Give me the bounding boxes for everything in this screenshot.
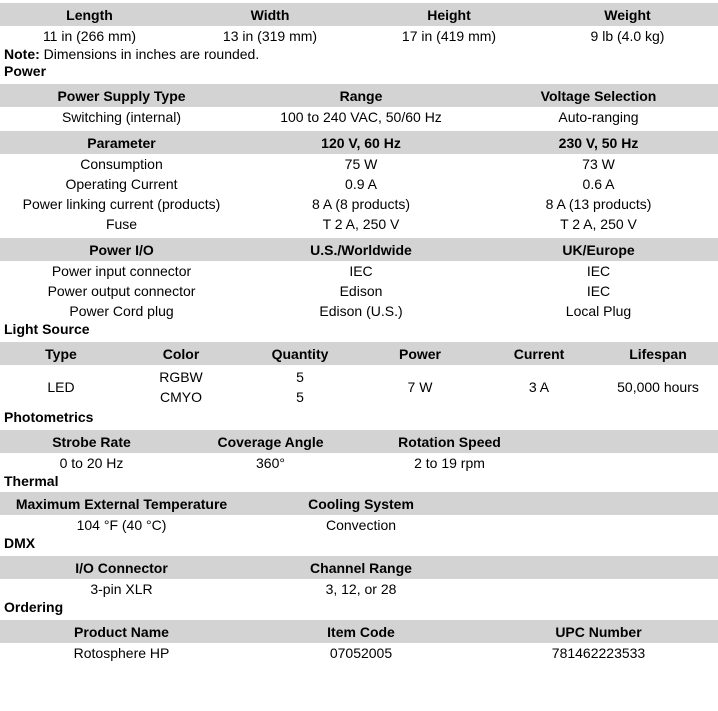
photometrics-coverage-value: 360° <box>256 455 285 471</box>
light-current-value: 3 A <box>528 379 550 395</box>
power-param-label: Consumption <box>80 156 163 172</box>
photometrics-rotation-value: 2 to 19 rpm <box>414 455 485 471</box>
power-io-label: Power input connector <box>51 263 192 279</box>
thermal-max-temp-value: 104 °F (40 °C) <box>76 517 167 533</box>
power-io-label: Power Cord plug <box>69 303 174 319</box>
power-parameter-header-row <box>0 131 718 154</box>
power-supply-header-voltage: Voltage Selection <box>540 87 657 104</box>
light-quantity-value: 5 <box>296 369 304 385</box>
power-param-header-parameter: Parameter <box>87 134 156 151</box>
light-header-power: Power <box>398 345 441 362</box>
power-param-label: Power linking current (products) <box>22 196 221 212</box>
power-io-uk-value: Local Plug <box>565 303 632 319</box>
thermal-section-title: Thermal <box>4 473 59 489</box>
ordering-header-product: Product Name <box>74 623 169 640</box>
power-io-row-input <box>0 261 718 281</box>
light-lifespan-value: 50,000 hours <box>617 379 699 395</box>
power-supply-header-type: Power Supply Type <box>57 87 186 104</box>
dimensions-note <box>0 46 718 63</box>
thermal-values-row <box>0 515 718 535</box>
photometrics-header-row <box>0 430 718 453</box>
light-color-values <box>122 367 240 407</box>
dmx-section-title: DMX <box>4 535 36 551</box>
light-source-header-row <box>0 342 718 365</box>
dimensions-header-height: Height <box>427 6 471 23</box>
power-io-label: Power output connector <box>47 283 196 299</box>
light-source-section-title: Light Source <box>4 321 90 337</box>
light-source-values-row <box>0 365 718 409</box>
light-color-value: CMYO <box>160 389 202 405</box>
light-header-quantity: Quantity <box>271 345 329 362</box>
dimensions-height-value: 17 in (419 mm) <box>401 28 497 44</box>
ordering-header-item-code: Item Code <box>327 623 395 640</box>
power-param-230v-value: 0.6 A <box>582 176 615 192</box>
power-io-header-label: Power I/O <box>89 241 154 258</box>
light-header-lifespan: Lifespan <box>629 345 687 362</box>
power-param-230v-value: 8 A (13 products) <box>545 196 652 212</box>
photometrics-strobe-value: 0 to 20 Hz <box>59 455 124 471</box>
dmx-header-io: I/O Connector <box>75 559 168 576</box>
light-header-color: Color <box>162 345 200 362</box>
ordering-item-code-value: 07052005 <box>329 645 393 661</box>
light-header-current: Current <box>513 345 565 362</box>
photometrics-values-row <box>0 453 718 473</box>
ordering-values-row <box>0 643 718 663</box>
spec-sheet <box>0 3 718 663</box>
dimensions-header-row <box>0 3 718 26</box>
light-quantity-value: 5 <box>296 389 304 405</box>
ordering-section-title: Ordering <box>4 599 64 615</box>
power-section-title: Power <box>4 63 47 79</box>
note-text: Dimensions in inches are rounded. <box>39 46 260 62</box>
power-io-uk-value: IEC <box>586 263 611 279</box>
light-header-type: Type <box>45 345 77 362</box>
ordering-header-upc: UPC Number <box>555 623 642 640</box>
dimensions-values-row <box>0 26 718 46</box>
dimensions-width-value: 13 in (319 mm) <box>222 28 318 44</box>
photometrics-header-coverage: Coverage Angle <box>217 433 324 450</box>
power-supply-header-row <box>0 84 718 107</box>
thermal-cooling-value: Convection <box>325 517 397 533</box>
thermal-header-cooling: Cooling System <box>308 495 414 512</box>
power-param-120v-value: 75 W <box>344 156 378 172</box>
dmx-values-row <box>0 579 718 599</box>
power-supply-range-value: 100 to 240 VAC, 50/60 Hz <box>280 109 442 125</box>
power-supply-type-value: Switching (internal) <box>61 109 182 125</box>
power-param-row-fuse <box>0 214 718 234</box>
power-supply-header-range: Range <box>339 87 383 104</box>
photometrics-header-strobe: Strobe Rate <box>52 433 131 450</box>
light-power-value: 7 W <box>407 379 433 395</box>
power-param-230v-value: 73 W <box>582 156 615 172</box>
power-param-header-120v: 120 V, 60 Hz <box>321 134 401 151</box>
power-param-120v-value: 0.9 A <box>345 176 377 192</box>
power-io-header-row <box>0 238 718 261</box>
light-quantity-values <box>240 367 360 407</box>
power-io-us-value: Edison <box>339 283 383 299</box>
power-param-header-230v: 230 V, 50 Hz <box>558 134 639 151</box>
dimensions-header-length: Length <box>66 6 113 23</box>
power-param-230v-value: T 2 A, 250 V <box>560 216 637 232</box>
power-param-120v-value: 8 A (8 products) <box>311 196 411 212</box>
photometrics-section-title: Photometrics <box>4 409 94 425</box>
light-color-value: RGBW <box>159 369 203 385</box>
power-io-us-value: Edison (U.S.) <box>319 303 403 319</box>
power-supply-values-row <box>0 107 718 127</box>
ordering-upc-value: 781462223533 <box>551 645 646 661</box>
dmx-io-value: 3-pin XLR <box>90 581 153 597</box>
dimensions-header-width: Width <box>250 6 290 23</box>
power-param-row-operating-current <box>0 174 718 194</box>
dimensions-length-value: 11 in (266 mm) <box>42 28 137 44</box>
ordering-header-row <box>0 620 718 643</box>
power-param-label: Operating Current <box>65 176 178 192</box>
power-param-row-linking-current <box>0 194 718 214</box>
power-param-row-consumption <box>0 154 718 174</box>
ordering-product-value: Rotosphere HP <box>73 645 170 661</box>
power-io-uk-value: IEC <box>586 283 611 299</box>
dmx-header-channel: Channel Range <box>310 559 412 576</box>
dmx-header-row <box>0 556 718 579</box>
power-io-row-cord <box>0 301 718 321</box>
light-type-value: LED <box>47 379 75 395</box>
dimensions-header-weight: Weight <box>604 6 651 23</box>
power-io-us-value: IEC <box>349 263 373 279</box>
power-supply-voltage-value: Auto-ranging <box>558 109 639 125</box>
dmx-channel-value: 3, 12, or 28 <box>325 581 397 597</box>
thermal-header-row <box>0 492 718 515</box>
note-label: Note: <box>4 46 40 62</box>
power-io-header-uk: UK/Europe <box>562 241 635 258</box>
photometrics-header-rotation: Rotation Speed <box>398 433 501 450</box>
thermal-header-max-temp: Maximum External Temperature <box>15 495 228 512</box>
power-param-label: Fuse <box>105 216 138 232</box>
power-io-header-us: U.S./Worldwide <box>310 241 412 258</box>
dimensions-weight-value: 9 lb (4.0 kg) <box>590 28 665 44</box>
power-param-120v-value: T 2 A, 250 V <box>322 216 400 232</box>
power-io-row-output <box>0 281 718 301</box>
